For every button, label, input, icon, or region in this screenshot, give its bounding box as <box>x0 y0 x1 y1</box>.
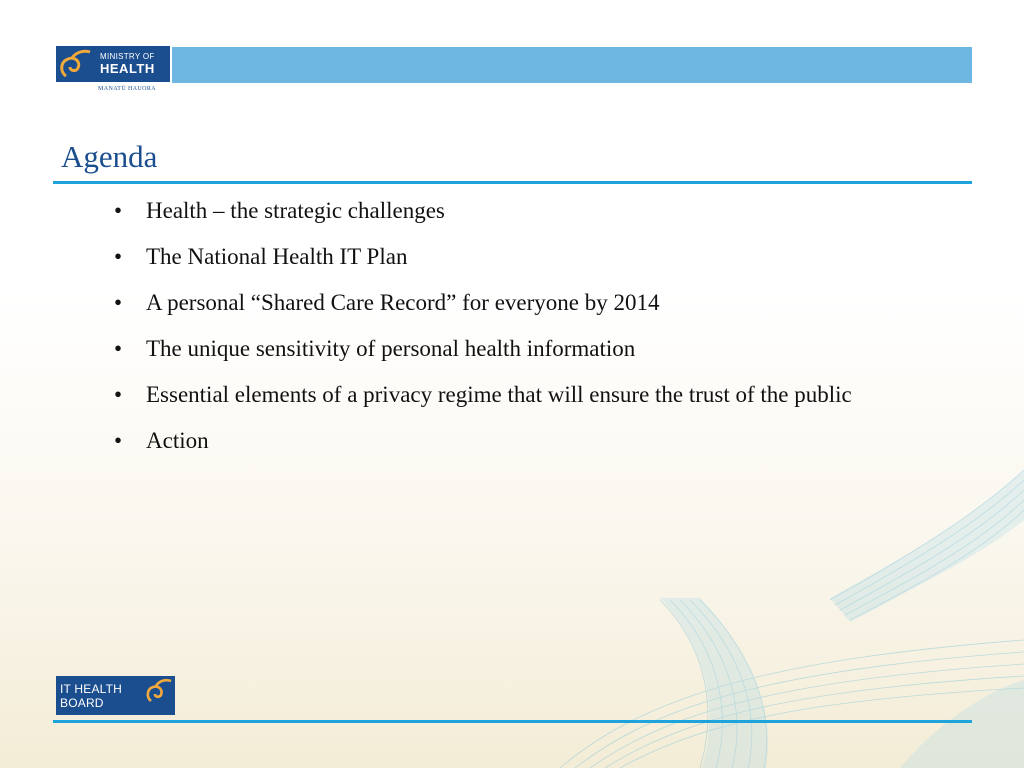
bullet: • <box>114 428 123 453</box>
bullet: • <box>114 336 123 361</box>
koru-mark-icon <box>58 48 94 80</box>
footer-rule <box>53 720 972 723</box>
board-logo-line2: BOARD <box>60 696 104 710</box>
agenda-item <box>110 242 950 272</box>
slide-title: Agenda <box>61 139 158 174</box>
bullet: • <box>114 244 123 269</box>
bullet: • <box>114 198 123 223</box>
bullet: • <box>114 382 123 407</box>
ministry-logo-subtitle: MANATŪ HAUORA <box>98 86 157 92</box>
agenda-item <box>110 334 950 364</box>
agenda-item <box>110 426 950 456</box>
ministry-of-health-logo <box>56 46 170 82</box>
board-logo-line1: IT HEALTH <box>60 682 123 696</box>
agenda-list <box>110 196 950 472</box>
bullet: • <box>114 290 123 315</box>
agenda-item <box>110 196 950 226</box>
title-rule <box>53 181 972 184</box>
agenda-item-text: Action <box>146 428 209 453</box>
agenda-item-text: The unique sensitivity of personal health information <box>146 336 636 361</box>
agenda-item-text: Essential elements of a privacy regime that will ensure the trust of the public <box>146 382 852 407</box>
koru-mark-icon <box>145 678 173 704</box>
ministry-logo-line1: MINISTRY OF <box>100 52 155 61</box>
agenda-item <box>110 380 950 410</box>
header-bar <box>172 47 972 83</box>
ministry-logo-line2: HEALTH <box>100 61 155 76</box>
agenda-item-text: A personal “Shared Care Record” for everyone by 2014 <box>146 290 660 315</box>
agenda-item-text: The National Health IT Plan <box>146 244 408 269</box>
agenda-item-text: Health – the strategic challenges <box>146 198 445 223</box>
agenda-item <box>110 288 950 318</box>
it-health-board-logo <box>56 676 175 715</box>
